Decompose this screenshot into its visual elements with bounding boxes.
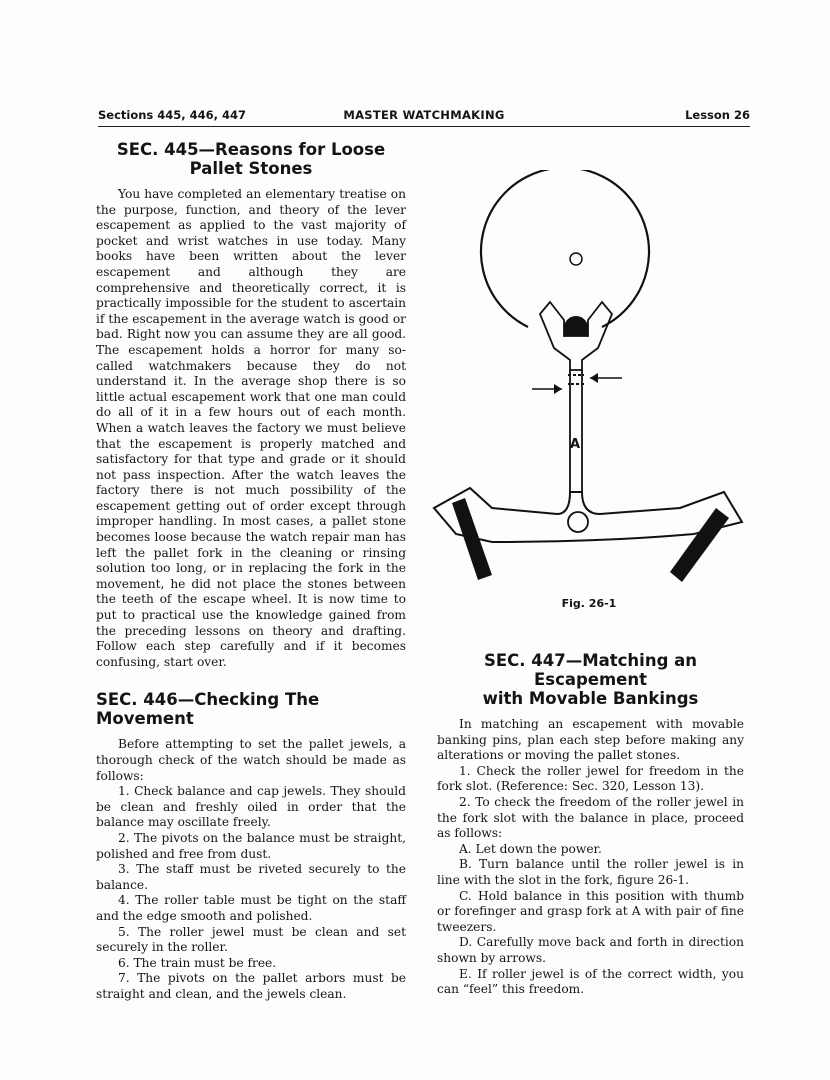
sec446-item-2: 2. The pivots on the balance must be straight, polished and free from dust. (96, 830, 406, 861)
sec446-intro: Before attempting to set the pallet jewels, a thorough check of the watch should be made as follows: (96, 737, 406, 783)
header-lesson: Lesson 26 (685, 108, 750, 122)
sec447-title-line1: SEC. 447—Matching an Escapement (483, 651, 698, 689)
sec447-item-e: E. If roller jewel is of the correct width, you can “feel” this freedom. (437, 966, 744, 997)
balance-wheel-rim (481, 170, 649, 327)
entrance-pallet-stone (452, 498, 492, 580)
sec446-item-3: 3. The staff must be riveted securely to the balance. (96, 862, 406, 892)
figure-caption: Fig. 26-1 (561, 597, 617, 610)
right-column (437, 651, 744, 998)
balance-staff-hole (570, 253, 582, 265)
sec445-title (96, 140, 406, 178)
roller-jewel (564, 316, 588, 336)
sec447-item-2: 2. To check the freedom of the roller jewel in the fork slot with the balance in place, proceed as follows: (437, 794, 744, 841)
sec446-item-5: 5. The roller jewel must be clean and set securely in the roller. (96, 924, 406, 955)
running-header (98, 108, 750, 127)
fork-label-a: A (570, 437, 581, 452)
header-book-title: MASTER WATCHMAKING (343, 108, 505, 122)
sec447-title (437, 651, 744, 708)
header-sections: Sections 445, 446, 447 (98, 108, 247, 122)
sec447-item-a: A. Let down the power. (459, 841, 602, 856)
sec447-title-line2: with Movable Bankings (482, 689, 699, 708)
sec446-title: SEC. 446—Checking The Movement (96, 690, 320, 729)
sec447-intro: In matching an escapement with movable banking pins, plan each step before making any alterations or moving the pallet stones. (437, 717, 744, 763)
sec447-item-1: 1. Check the roller jewel for freedom in the fork slot. (Reference: Sec. 320, Lesson 13). (437, 763, 744, 794)
pallet-fork-horns (540, 302, 612, 370)
figure-escapement-diagram (432, 170, 750, 590)
sec447-item-c: C. Hold balance in this position with thumb or forefinger and grasp fork at A with pair of fine tweezers. (437, 888, 744, 934)
left-column (96, 140, 406, 1003)
sec445-title-line1: SEC. 445—Reasons for Loose (116, 140, 386, 159)
sec446-item-6: 6. The train must be free. (118, 955, 277, 970)
sec447-item-b: B. Turn balance until the roller jewel is in line with the slot in the fork, figure 26-1. (437, 857, 744, 887)
exit-pallet-stone (670, 508, 729, 582)
sec445-title-line2: Pallet Stones (189, 159, 313, 178)
sec446-item-7: 7. The pivots on the pallet arbors must be straight and clean, and the jewels clean. (96, 971, 406, 1001)
pallet-body (434, 488, 742, 542)
sec445-body: You have completed an elementary treatise on the purpose, function, and theory of the lever escapement as applied to the vast majority of pocket and wrist watches in use today. Many books have been written about the lever escapement and although they are comprehensive and theoretically correct, it is practically impossible for the student to ascertain if the escapement in the average watch is good or bad. Right now you can assume they are all good. The escapement holds a horror for many so-called watchmakers because they do not understand it. In the average shop there is so little actual escapement work that one man could do all of it in a few hours out of each month. When a watch leaves the factory we must believe that the escapement is properly matched and satisfactory for that type and grade or it should not pass inspection. After the watch leaves the factory there is not much possibility of the escapement getting out of order except through improper handling. In most cases, a pallet stone becomes loose because the watch repair man has left the pallet fork in the cleaning or rinsing solution too long, or in replacing the fork in the movement, he did not place the stones between the teeth of the escape wheel. It is now time to put to practical use the knowledge gained from the preceding lessons on theory and drafting. Follow each step carefully and if it becomes confusing, start over. (96, 187, 406, 669)
motion-arrows (532, 373, 622, 394)
sec447-item-d: D. Carefully move back and forth in direction shown by arrows. (437, 935, 744, 965)
pallet-arbor-hole (568, 512, 588, 532)
sec446-item-1: 1. Check balance and cap jewels. They should be clean and freshly oiled in order that the balance may oscillate freely. (96, 784, 406, 830)
sec446-item-4: 4. The roller table must be tight on the staff and the edge smooth and polished. (96, 893, 406, 923)
